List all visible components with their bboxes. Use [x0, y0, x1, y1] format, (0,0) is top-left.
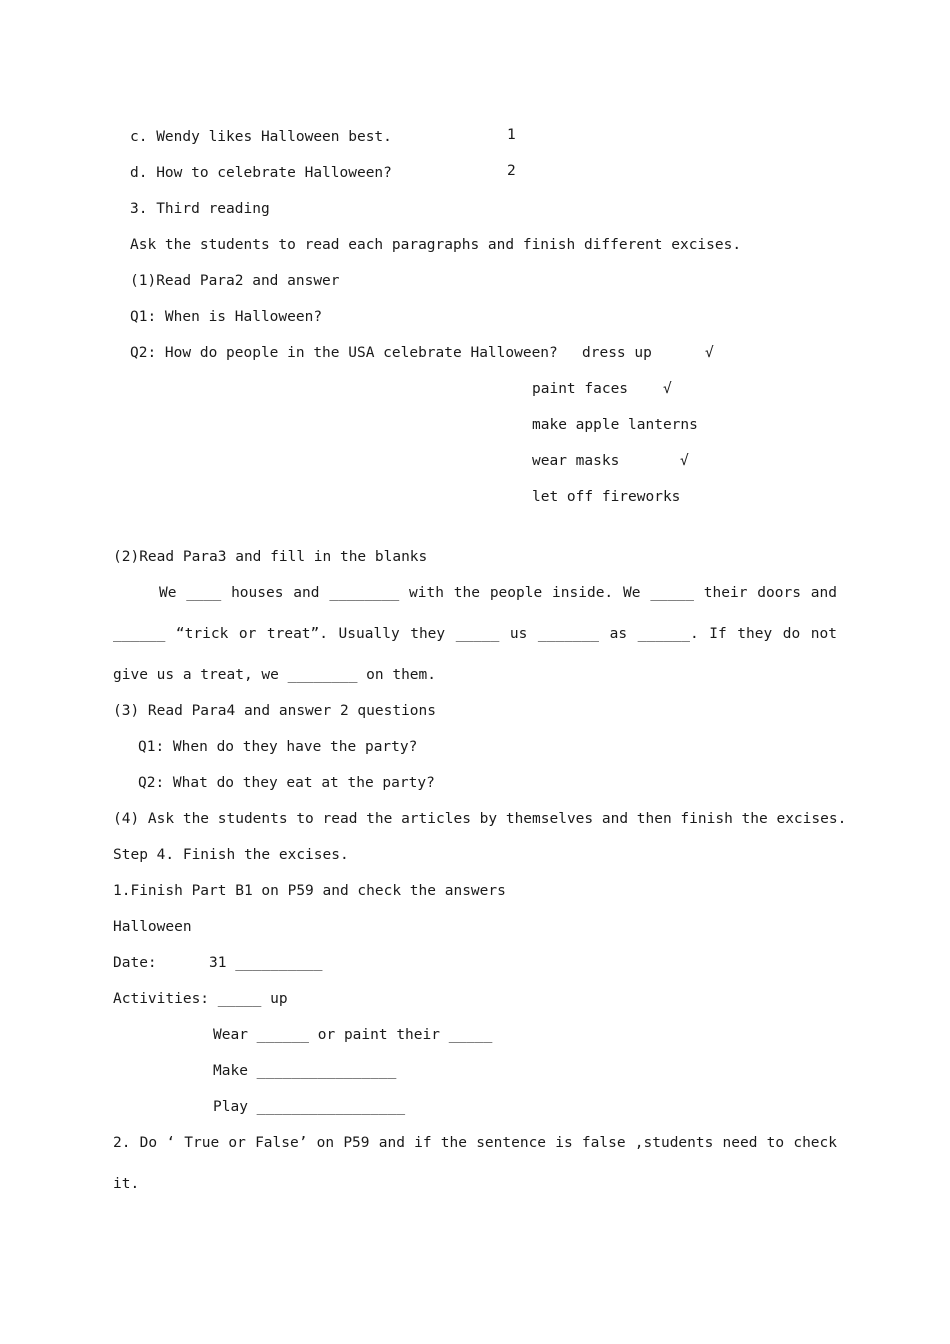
third-reading-heading: 3. Third reading	[130, 201, 270, 217]
check-mark-paint-faces: √	[663, 381, 672, 397]
step4-task-1: 1.Finish Part B1 on P59 and check the answers	[113, 883, 506, 899]
date-line: Date: 31 __________	[113, 955, 323, 971]
option-wear-masks: wear masks	[532, 453, 620, 469]
part4-heading: (4) Ask the students to read the articles by themselves and then finish the excises.	[113, 811, 847, 827]
wear-line: Wear ______ or paint their _____	[213, 1027, 493, 1043]
step4-task-2-line-1: 2. Do ‘ True or False’ on P59 and if the sentence is false ,students need to check	[113, 1135, 837, 1151]
step4-task-2-line-2: it.	[113, 1176, 140, 1192]
matching-number-c: 1	[507, 127, 516, 143]
option-paint-faces: paint faces	[532, 381, 629, 397]
third-reading-instruction: Ask the students to read each paragraphs and finish different excises.	[130, 237, 742, 253]
part1-question-2: Q2: How do people in the USA celebrate Halloween?	[130, 345, 558, 361]
part2-heading: (2)Read Para3 and fill in the blanks	[113, 549, 428, 565]
part2-blank-line-1: We ____ houses and ________ with the people inside. We _____ their doors and	[159, 585, 837, 601]
activities-line: Activities: _____ up	[113, 991, 288, 1007]
make-line: Make ________________	[213, 1063, 397, 1079]
part1-question-1: Q1: When is Halloween?	[130, 309, 323, 325]
matching-item-c: c. Wendy likes Halloween best.	[130, 129, 392, 145]
option-let-off-fireworks: let off fireworks	[532, 489, 681, 505]
check-mark-dress-up: √	[705, 345, 714, 361]
part3-heading: (3) Read Para4 and answer 2 questions	[113, 703, 437, 719]
step4-heading: Step 4. Finish the excises.	[113, 847, 349, 863]
part3-question-1: Q1: When do they have the party?	[138, 739, 418, 755]
play-line: Play _________________	[213, 1099, 406, 1115]
check-mark-wear-masks: √	[680, 453, 689, 469]
part3-question-2: Q2: What do they eat at the party?	[138, 775, 435, 791]
part2-blank-line-2: ______ “trick or treat”. Usually they _____ us _______ as ______. If they do not	[113, 626, 837, 642]
part2-blank-line-3: give us a treat, we ________ on them.	[113, 667, 437, 683]
part1-heading: (1)Read Para2 and answer	[130, 273, 340, 289]
matching-item-d: d. How to celebrate Halloween?	[130, 165, 392, 181]
option-dress-up: dress up	[582, 345, 652, 361]
matching-number-d: 2	[507, 163, 516, 179]
halloween-title: Halloween	[113, 919, 192, 935]
option-make-apple-lanterns: make apple lanterns	[532, 417, 698, 433]
